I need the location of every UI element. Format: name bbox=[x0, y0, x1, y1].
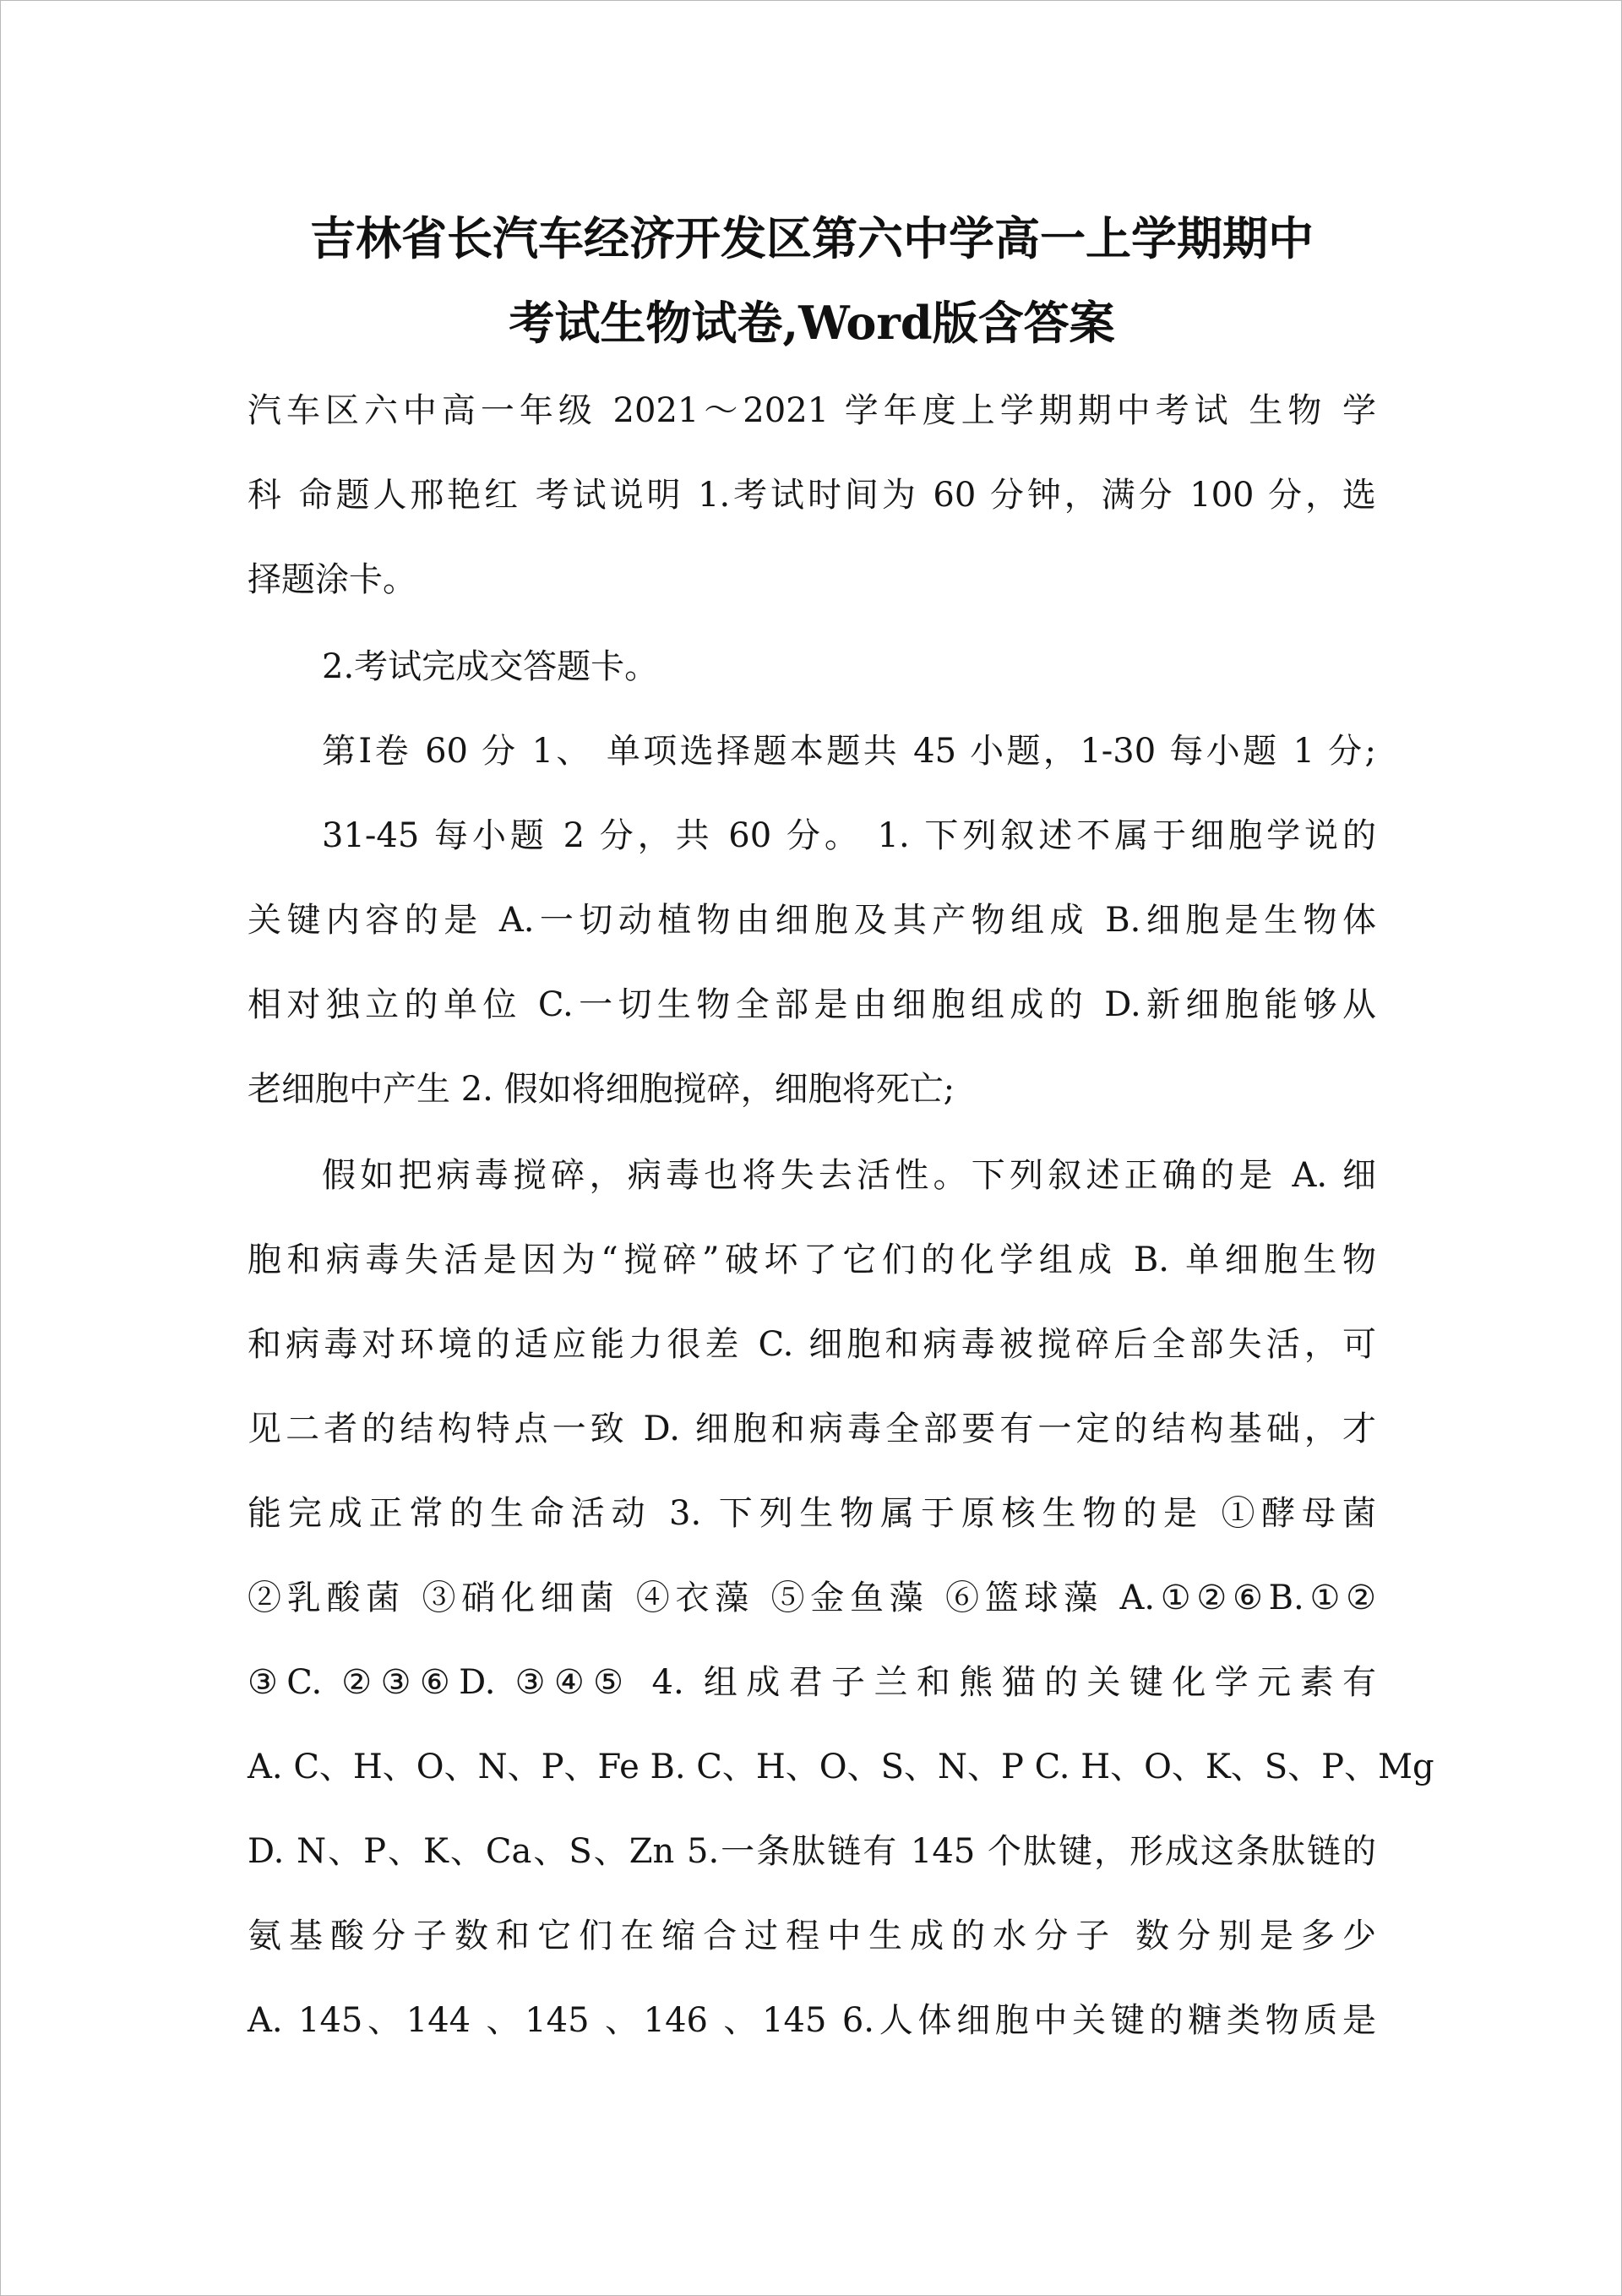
text-line: 见二者的结构特点一致 D. 细胞和病毒全部要有一定的结构基础，才 bbox=[248, 1410, 1376, 1448]
text-line: D. N、P、K、Ca、S、Zn 5.一条肽链有 145 个肽键，形成这条肽链的 bbox=[248, 1832, 1376, 1871]
text-line: 胞和病毒失活是因为“搅碎”破坏了它们的化学组成 B. 单细胞生物 bbox=[248, 1241, 1376, 1279]
text-line: 关键内容的是 A.一切动植物由细胞及其产物组成 B.细胞是生物体 bbox=[248, 901, 1376, 940]
text-line: 和病毒对环境的适应能力很差 C. 细胞和病毒被搅碎后全部失活，可 bbox=[248, 1325, 1376, 1364]
text-line: 假如把病毒搅碎，病毒也将失去活性。下列叙述正确的是 A. 细 bbox=[322, 1156, 1376, 1195]
text-line: A. C、H、O、N、P、Fe B. C、H、O、S、N、P C. H、O、K、S、P、Mg bbox=[248, 1748, 1434, 1786]
text-line: 第Ⅰ卷 60 分 1、 单项选择题本题共 45 小题，1-30 每小题 1 分; bbox=[322, 732, 1376, 771]
document-title-line-1: 吉林省长汽车经济开发区第六中学高一上学期期中 bbox=[310, 211, 1314, 265]
text-line: 汽车区六中高一年级 2021～2021 学年度上学期期中考试 生物 学 bbox=[248, 391, 1376, 430]
text-line: 科 命题人邢艳红 考试说明 1.考试时间为 60 分钟，满分 100 分，选 bbox=[248, 476, 1376, 515]
text-line: 老细胞中产生 2. 假如将细胞搅碎，细胞将死亡; bbox=[248, 1070, 955, 1109]
text-line: 相对独立的单位 C.一切生物全部是由细胞组成的 D.新细胞能够从 bbox=[248, 985, 1376, 1024]
text-line: 2.考试完成交答题卡。 bbox=[322, 647, 659, 686]
text-line: 能完成正常的生命活动 3. 下列生物属于原核生物的是 ①酵母菌 bbox=[248, 1494, 1376, 1533]
text-line: 氨基酸分子数和它们在缩合过程中生成的水分子 数分别是多少 bbox=[248, 1917, 1376, 1955]
text-line: ②乳酸菌 ③硝化细菌 ④衣藻 ⑤金鱼藻 ⑥篮球藻 A.①②⑥B.①② bbox=[248, 1579, 1376, 1617]
text-line: 择题涂卡。 bbox=[248, 560, 416, 599]
text-line: ③C. ②③⑥D. ③④⑤ 4. 组成君子兰和熊猫的关键化学元素有 bbox=[248, 1663, 1376, 1702]
text-line: 31-45 每小题 2 分，共 60 分。 1. 下列叙述不属于细胞学说的 bbox=[322, 816, 1376, 855]
document-title-line-2: 考试生物试卷,Word版含答案 bbox=[509, 296, 1115, 350]
text-line: A. 145、144 、145 、146 、145 6.人体细胞中关键的糖类物质是 bbox=[248, 2001, 1376, 2040]
